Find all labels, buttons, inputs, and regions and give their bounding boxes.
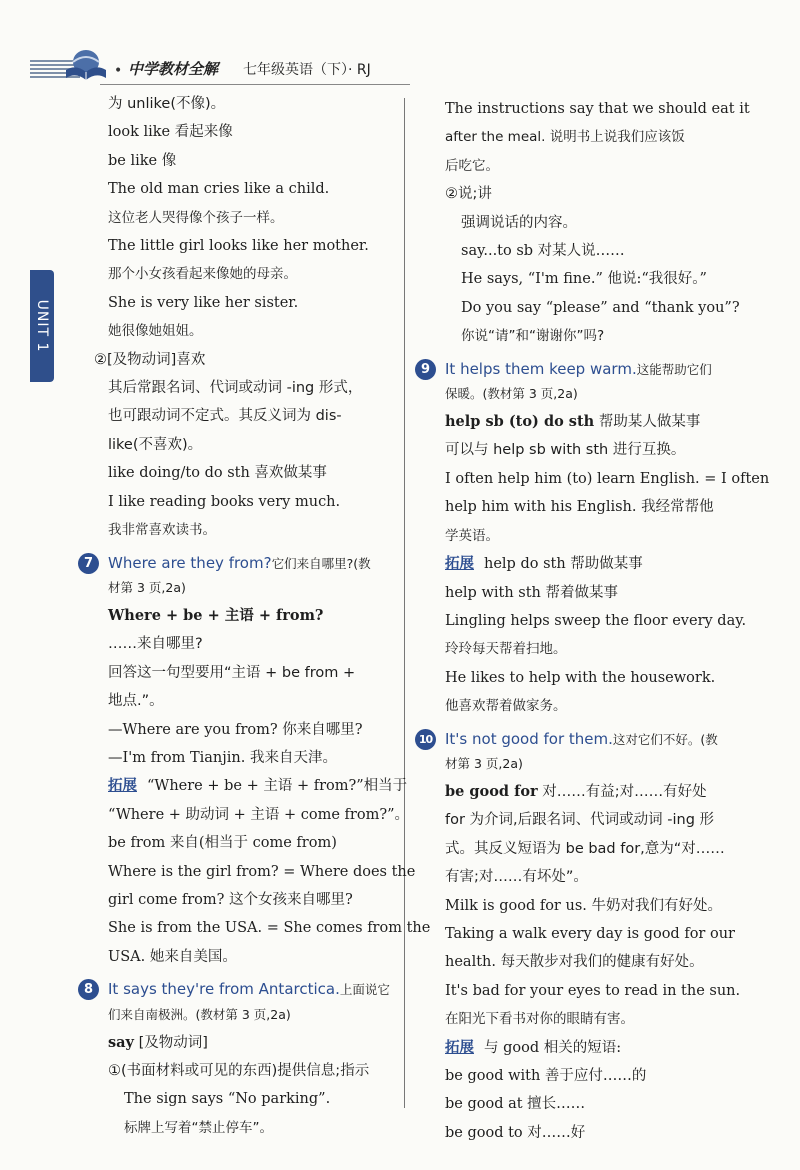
heading-source: 材第 3 页,2a) bbox=[108, 579, 186, 595]
example-sentence: The old man cries like a child. bbox=[108, 181, 330, 198]
pattern: be good for bbox=[445, 782, 538, 800]
example-sentence: Where is the girl from? = Where does the bbox=[108, 863, 416, 880]
example-sentence: The sign says “No parking”. bbox=[124, 1091, 331, 1108]
text-line: 地点.”。 bbox=[108, 693, 164, 710]
example-translation: 学英语。 bbox=[445, 527, 499, 544]
extension-text: help do sth 帮助做某事 bbox=[484, 556, 643, 573]
book-title: 中学教材全解 bbox=[128, 60, 219, 78]
phrase: be good at 擅长…… bbox=[445, 1096, 586, 1113]
example-translation: 后吃它。 bbox=[445, 157, 499, 174]
heading-source: 材第 3 页,2a) bbox=[445, 755, 523, 771]
word-entry bbox=[108, 1029, 396, 1057]
unit-tab-label: UNIT 1 bbox=[34, 299, 50, 353]
section-heading-7 bbox=[83, 549, 396, 578]
text-line: ……来自哪里? bbox=[108, 636, 203, 653]
unit-tab[interactable] bbox=[30, 270, 54, 382]
example-sentence: help him with his English. 我经常帮他 bbox=[445, 499, 714, 516]
extension-label: 拓展 bbox=[108, 778, 137, 795]
text-line: be from 来自(相当于 come from) bbox=[108, 835, 337, 852]
example-sentence: It's bad for your eyes to read in the sun. bbox=[445, 982, 741, 999]
section-heading-10 bbox=[418, 725, 745, 754]
heading-chinese: 它们来自哪里?(教 bbox=[271, 555, 371, 571]
headword: say bbox=[108, 1033, 134, 1051]
heading-chinese: 上面说它 bbox=[339, 982, 390, 998]
section-number: 10 bbox=[415, 729, 436, 750]
heading-english: It says they're from Antarctica. bbox=[108, 980, 340, 999]
heading-english: It's not good for them. bbox=[445, 729, 613, 748]
example-sentence: health. 每天散步对我们的健康有好处。 bbox=[445, 954, 704, 971]
pattern: help sb (to) do sth bbox=[445, 413, 595, 431]
part-of-speech: [及物动词] bbox=[138, 1034, 208, 1051]
example-sentence: The little girl looks like her mother. bbox=[108, 238, 369, 255]
example-sentence: Do you say “please” and “thank you”? bbox=[461, 299, 740, 316]
book-subtitle: 七年级英语（下）· RJ bbox=[243, 62, 371, 78]
example-sentence: after the meal. 说明书上说我们应该饭 bbox=[445, 129, 685, 146]
text-line: like(不喜欢)。 bbox=[108, 436, 203, 453]
heading-chinese: 这能帮助它们 bbox=[636, 361, 712, 377]
right-column bbox=[418, 95, 770, 1147]
example-translation: 那个小女孩看起来像她的母亲。 bbox=[108, 266, 297, 283]
heading-chinese: 这对它们不好。(教 bbox=[612, 731, 718, 747]
text-line: 也可跟动词不定式。其反义词为 dis- bbox=[108, 408, 342, 425]
example-sentence: He likes to help with the housework. bbox=[445, 669, 716, 686]
example-sentence: USA. 她来自美国。 bbox=[108, 948, 237, 965]
extension-line bbox=[108, 772, 408, 800]
example-sentence: She is from the USA. = She comes from the bbox=[108, 920, 431, 937]
example-sentence: I like reading books very much. bbox=[108, 493, 341, 510]
section-heading-8 bbox=[83, 975, 396, 1004]
example-translation: 你说“请”和“谢谢你”吗? bbox=[461, 328, 605, 345]
sense-heading: ①(书面材料或可见的东西)提供信息;指示 bbox=[108, 1063, 370, 1079]
example-translation: 玲玲每天帮着扫地。 bbox=[445, 641, 567, 658]
text-line: for 为介词,后跟名词、代词或动词 -ing 形 bbox=[445, 812, 715, 829]
text-line: 可以与 help sb with sth 进行互换。 bbox=[445, 442, 686, 459]
example-translation: 这位老人哭得像个孩子一样。 bbox=[108, 209, 284, 226]
example-sentence: girl come from? 这个女孩来自哪里? bbox=[108, 891, 353, 908]
example-translation: 他喜欢帮着做家务。 bbox=[445, 698, 567, 715]
example-translation: 标牌上写着“禁止停车”。 bbox=[124, 1119, 273, 1136]
extension-label: 拓展 bbox=[445, 1039, 474, 1056]
heading-english: Where are they from? bbox=[108, 553, 272, 572]
pattern-meaning: 帮助某人做某事 bbox=[598, 414, 701, 431]
header-dot: • bbox=[114, 63, 123, 79]
phrase: be good with 善于应付……的 bbox=[445, 1068, 647, 1084]
example-sentence: Lingling helps sweep the floor every day. bbox=[445, 612, 747, 629]
pattern-meaning: 对……有益;对……有好处 bbox=[542, 783, 707, 800]
extension-line bbox=[445, 1034, 745, 1062]
pattern-line bbox=[445, 408, 745, 436]
example-translation: 她很像她姐姐。 bbox=[108, 323, 203, 340]
dialog-line: —Where are you from? 你来自哪里? bbox=[108, 721, 363, 738]
book-logo-icon bbox=[64, 48, 108, 82]
example-sentence: The instructions say that we should eat it bbox=[445, 101, 750, 117]
text-line: 其后常跟名词、代词或动词 -ing 形式， bbox=[108, 380, 363, 397]
sense-heading: ②说;讲 bbox=[445, 186, 492, 203]
extension-label: 拓展 bbox=[445, 556, 474, 573]
text-line: like doing/to do sth 喜欢做某事 bbox=[108, 465, 327, 482]
example-sentence: Milk is good for us. 牛奶对我们有好处。 bbox=[445, 897, 722, 914]
section-number: 7 bbox=[78, 553, 99, 574]
text-line: 回答这一句型要用“主语 + be from + bbox=[108, 664, 356, 681]
example-sentence: Taking a walk every day is good for our bbox=[445, 925, 735, 942]
text-line: 式。其反义短语为 be bad for,意为“对…… bbox=[445, 840, 725, 857]
page-header bbox=[0, 0, 800, 90]
extension-text: “Where + be + 主语 + from?”相当于 bbox=[147, 778, 408, 795]
heading-source: 们来自南极洲。(教材第 3 页,2a) bbox=[108, 1006, 291, 1022]
example-translation: 我非常喜欢读书。 bbox=[108, 522, 216, 539]
text-line: look like 看起来像 bbox=[108, 124, 233, 141]
example-translation: 在阳光下看书对你的眼睛有害。 bbox=[445, 1011, 634, 1028]
heading-source: 保暖。(教材第 3 页,2a) bbox=[445, 386, 578, 402]
section-heading-9 bbox=[420, 355, 745, 384]
pattern-line bbox=[445, 778, 745, 806]
phrase: be good to 对……好 bbox=[445, 1124, 586, 1141]
column-divider bbox=[404, 98, 405, 1108]
text-line: be like 像 bbox=[108, 152, 177, 169]
section-number: 9 bbox=[415, 359, 436, 380]
text-line: “Where + 助动词 + 主语 + come from?”。 bbox=[108, 806, 410, 823]
sense-heading: ②[及物动词]喜欢 bbox=[94, 351, 206, 368]
text-line: 强调说话的内容。 bbox=[461, 214, 577, 231]
text-line: 为 unlike(不像)。 bbox=[108, 96, 226, 112]
text-line: help with sth 帮着做某事 bbox=[445, 584, 618, 601]
heading-english: It helps them keep warm. bbox=[445, 359, 637, 378]
text-line: 有害;对……有坏处”。 bbox=[445, 869, 588, 886]
example-sentence: He says, “I'm fine.” 他说:“我很好。” bbox=[461, 271, 707, 288]
extension-text: 与 good 相关的短语: bbox=[484, 1039, 622, 1056]
example-sentence: She is very like her sister. bbox=[108, 294, 299, 311]
extension-line bbox=[445, 550, 745, 578]
pattern: Where + be + 主语 + from? bbox=[108, 606, 324, 624]
header-rule bbox=[100, 84, 410, 85]
section-number: 8 bbox=[78, 979, 99, 1000]
example-sentence: I often help him (to) learn English. = I often bbox=[445, 470, 770, 487]
text-line: say...to sb 对某人说…… bbox=[461, 243, 625, 260]
dialog-line: —I'm from Tianjin. 我来自天津。 bbox=[108, 749, 337, 766]
